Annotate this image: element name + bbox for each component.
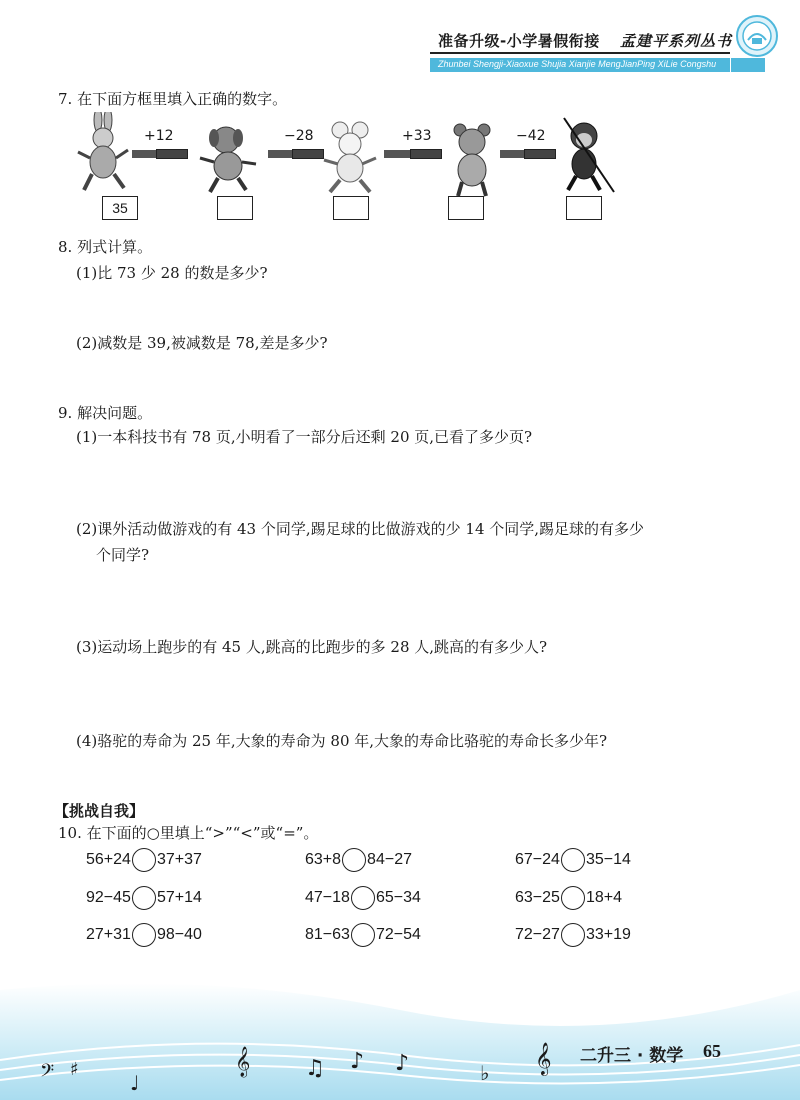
- answer-box[interactable]: 35: [102, 196, 138, 220]
- compare-item: [86, 886, 202, 910]
- compare-right: 98−40: [156, 926, 202, 943]
- svg-text:𝄞: 𝄞: [535, 1042, 552, 1075]
- challenge-heading: 【挑战自我】: [54, 802, 145, 820]
- svg-text:♩: ♩: [130, 1071, 140, 1095]
- answer-box[interactable]: [448, 196, 484, 220]
- q9-item-2-cont: 个同学?: [96, 546, 150, 564]
- svg-text:♪: ♪: [350, 1049, 365, 1074]
- compare-circle[interactable]: [132, 848, 156, 872]
- arrow-1: [132, 150, 188, 158]
- compare-left: 63−25: [515, 889, 560, 906]
- op-label-4: −42: [516, 128, 546, 144]
- q9-item-3: (3)运动场上跑步的有 45 人,跳高的比跑步的多 28 人,跳高的有多少人?: [76, 638, 548, 656]
- footer-grade: 二升三 · 数学: [580, 1046, 684, 1066]
- compare-left: 56+24: [86, 851, 131, 868]
- compare-circle[interactable]: [561, 886, 585, 910]
- answer-box[interactable]: [566, 196, 602, 220]
- arrow-2: [268, 150, 324, 158]
- header-rule: [430, 52, 730, 54]
- compare-circle[interactable]: [561, 848, 585, 872]
- page-number: 65: [703, 1041, 721, 1061]
- compare-circle[interactable]: [561, 923, 585, 947]
- compare-right: 65−34: [375, 889, 421, 906]
- answer-box[interactable]: [333, 196, 369, 220]
- compare-left: 81−63: [305, 926, 350, 943]
- compare-right: 33+19: [585, 926, 631, 943]
- compare-left: 72−27: [515, 926, 560, 943]
- svg-text:♫: ♫: [305, 1056, 325, 1081]
- svg-text:♪: ♪: [395, 1051, 410, 1076]
- bear-icon: [440, 118, 504, 202]
- arrow-4: [500, 150, 556, 158]
- compare-left: 92−45: [86, 889, 131, 906]
- svg-text:𝄞: 𝄞: [235, 1047, 251, 1077]
- svg-text:♯: ♯: [70, 1059, 79, 1080]
- compare-left: 63+8: [305, 851, 342, 868]
- compare-right: 72−54: [375, 926, 421, 943]
- arrow-3: [384, 150, 442, 158]
- compare-item: [515, 886, 622, 910]
- compare-item: [305, 923, 421, 947]
- monkey-icon: [554, 114, 618, 198]
- header-title: 准备升级-小学暑假衔接: [438, 32, 600, 50]
- compare-right: 35−14: [585, 851, 631, 868]
- header-logo-band: [731, 58, 765, 72]
- q8-item-1: (1)比 73 少 28 的数是多少?: [76, 264, 268, 282]
- compare-right: 18+4: [585, 889, 622, 906]
- header-series: 孟建平系列丛书: [620, 32, 733, 50]
- music-wave-decoration: [0, 950, 800, 1100]
- compare-left: 47−18: [305, 889, 350, 906]
- q9-title: 9. 解决问题。: [58, 404, 153, 422]
- op-label-3: +33: [402, 128, 432, 144]
- svg-text:𝄢: 𝄢: [40, 1061, 55, 1086]
- q7-title: 7. 在下面方框里填入正确的数字。: [58, 90, 288, 108]
- compare-circle[interactable]: [132, 886, 156, 910]
- answer-box[interactable]: [217, 196, 253, 220]
- rabbit-icon: [72, 112, 136, 196]
- op-label-1: +12: [144, 128, 174, 144]
- compare-item: [305, 848, 412, 872]
- compare-item: [515, 848, 631, 872]
- header-pinyin: Zhunbei Shengji-Xiaoxue Shujia Xianjie MengJianPing XiLie Congshu: [438, 59, 717, 69]
- svg-text:♭: ♭: [480, 1061, 490, 1085]
- q9-item-2: (2)课外活动做游戏的有 43 个同学,踢足球的比做游戏的少 14 个同学,踢足球的有多少: [76, 520, 645, 538]
- op-label-2: −28: [284, 128, 314, 144]
- compare-right: 84−27: [367, 851, 412, 868]
- q9-item-1: (1)一本科技书有 78 页,小明看了一部分后还剩 20 页,已看了多少页?: [76, 428, 533, 446]
- compare-item: [515, 923, 631, 947]
- publisher-logo-icon: [735, 14, 779, 58]
- compare-circle[interactable]: [342, 848, 366, 872]
- q10-title: 10. 在下面的○里填上“>”“<”或“=”。: [58, 824, 319, 842]
- compare-item: [305, 886, 421, 910]
- compare-circle[interactable]: [351, 886, 375, 910]
- q8-title: 8. 列式计算。: [58, 238, 153, 256]
- dog-icon: [196, 118, 260, 202]
- compare-circle[interactable]: [351, 923, 375, 947]
- q8-item-2: (2)减数是 39,被减数是 78,差是多少?: [76, 334, 328, 352]
- compare-right: 37+37: [156, 851, 202, 868]
- compare-item: [86, 923, 202, 947]
- compare-right: 57+14: [156, 889, 202, 906]
- q9-item-4: (4)骆驼的寿命为 25 年,大象的寿命为 80 年,大象的寿命比骆驼的寿命长多少年?: [76, 732, 608, 750]
- compare-left: 27+31: [86, 926, 131, 943]
- compare-item: [86, 848, 202, 872]
- mouse-icon: [318, 118, 382, 202]
- compare-left: 67−24: [515, 851, 560, 868]
- compare-circle[interactable]: [132, 923, 156, 947]
